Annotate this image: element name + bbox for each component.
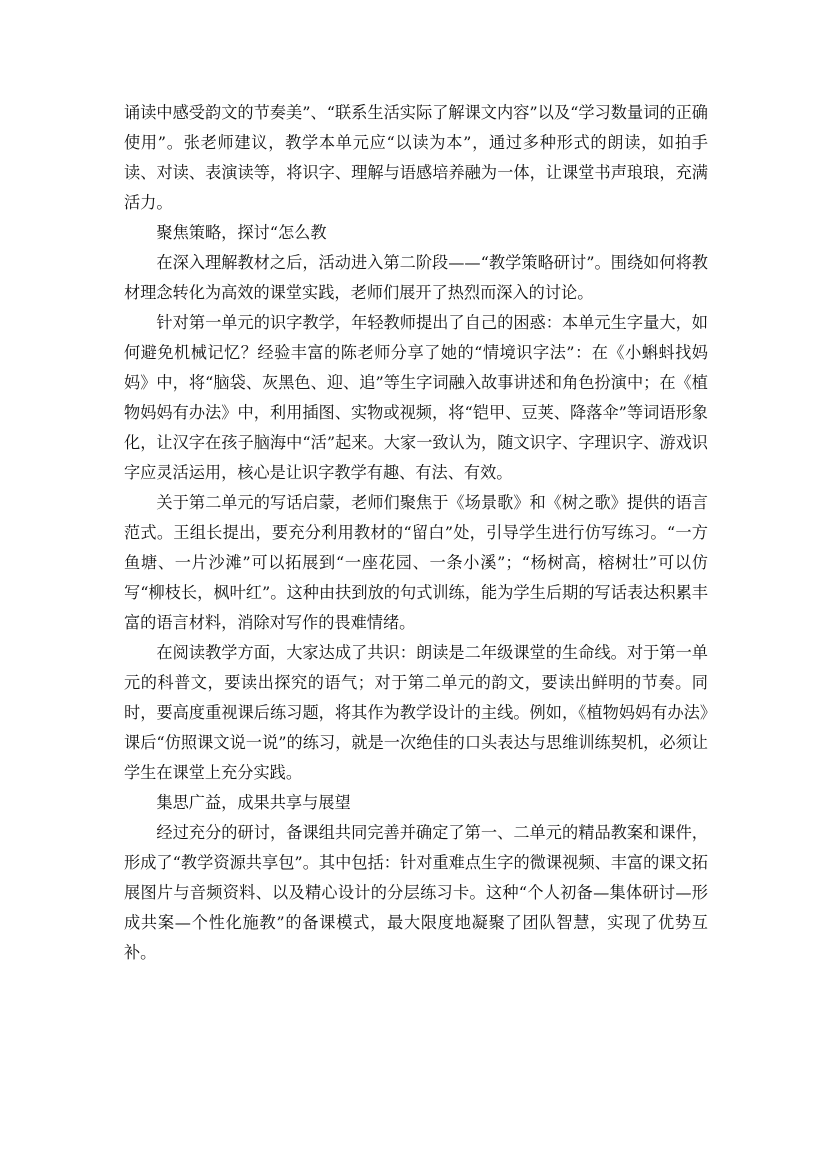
paragraph: 关于第二单元的写话启蒙，老师们聚焦于《场景歌》和《树之歌》提供的语言范式。王组长提出，要充分利用教材的“留白”处，引导学生进行仿写练习。“一方鱼塘、一片沙滩”可以拓展到“一座花园、一条小溪”；“杨树高，榕树壮”可以仿写“柳枝长，枫叶红”。这种由扶到放的句式训练，能为学生后期的写话表达积累丰富的语言材料，消除对写作的畏难情绪。 xyxy=(124,493,708,632)
section-heading-strategy: 聚焦策略，探讨“怎么教 xyxy=(156,223,327,242)
paragraph: 在阅读教学方面，大家达成了共识：朗读是二年级课堂的生命线。对于第一单元的科普文，要读出探究的语气；对于第二单元的韵文，要读出鲜明的节奏。同时，要高度重视课后练习题，将其作为教学设计的主线。例如，《植物妈妈有办法》课后“仿照课文说一说”的练习，就是一次绝佳的口头表达与思维训练契机，必须让学生在课堂上充分实践。 xyxy=(124,643,708,782)
section-heading-results: 集思广益，成果共享与展望 xyxy=(156,793,351,812)
paragraph: 针对第一单元的识字教学，年轻教师提出了自己的困惑：本单元生字量大，如何避免机械记忆？经验丰富的陈老师分享了她的“情境识字法”：在《小蝌蚪找妈妈》中，将“脑袋、灰黑色、迎、追”等生字词融入故事讲述和角色扮演中；在《植物妈妈有办法》中，利用插图、实物或视频，将“铠甲、豆荚、降落伞”等词语形象化，让汉字在孩子脑海中“活”起来。大家一致认为，随文识字、字理识字、游戏识字应灵活运用，核心是让识字教学有趣、有法、有效。 xyxy=(124,313,708,482)
paragraph-continuation: 诵读中感受韵文的节奏美”、“联系生活实际了解课文内容”以及“学习数量词的正确使用”。张老师建议，教学本单元应“以读为本”，通过多种形式的朗读，如拍手读、对读、表演读等，将识字、理解与语感培养融为一体，让课堂书声琅琅，充满活力。 xyxy=(124,103,708,212)
document-page xyxy=(124,98,708,968)
paragraph: 经过充分的研讨，备课组共同完善并确定了第一、二单元的精品教案和课件，形成了“教学资源共享包”。其中包括：针对重难点生字的微课视频、丰富的课文拓展图片与音频资料、以及精心设计的分层练习卡。这种“个人初备—集体研讨—形成共案—个性化施教”的备课模式，最大限度地凝聚了团队智慧，实现了优势互补。 xyxy=(124,823,708,962)
paragraph: 在深入理解教材之后，活动进入第二阶段——“教学策略研讨”。围绕如何将教材理念转化为高效的课堂实践，老师们展开了热烈而深入的讨论。 xyxy=(124,253,708,302)
